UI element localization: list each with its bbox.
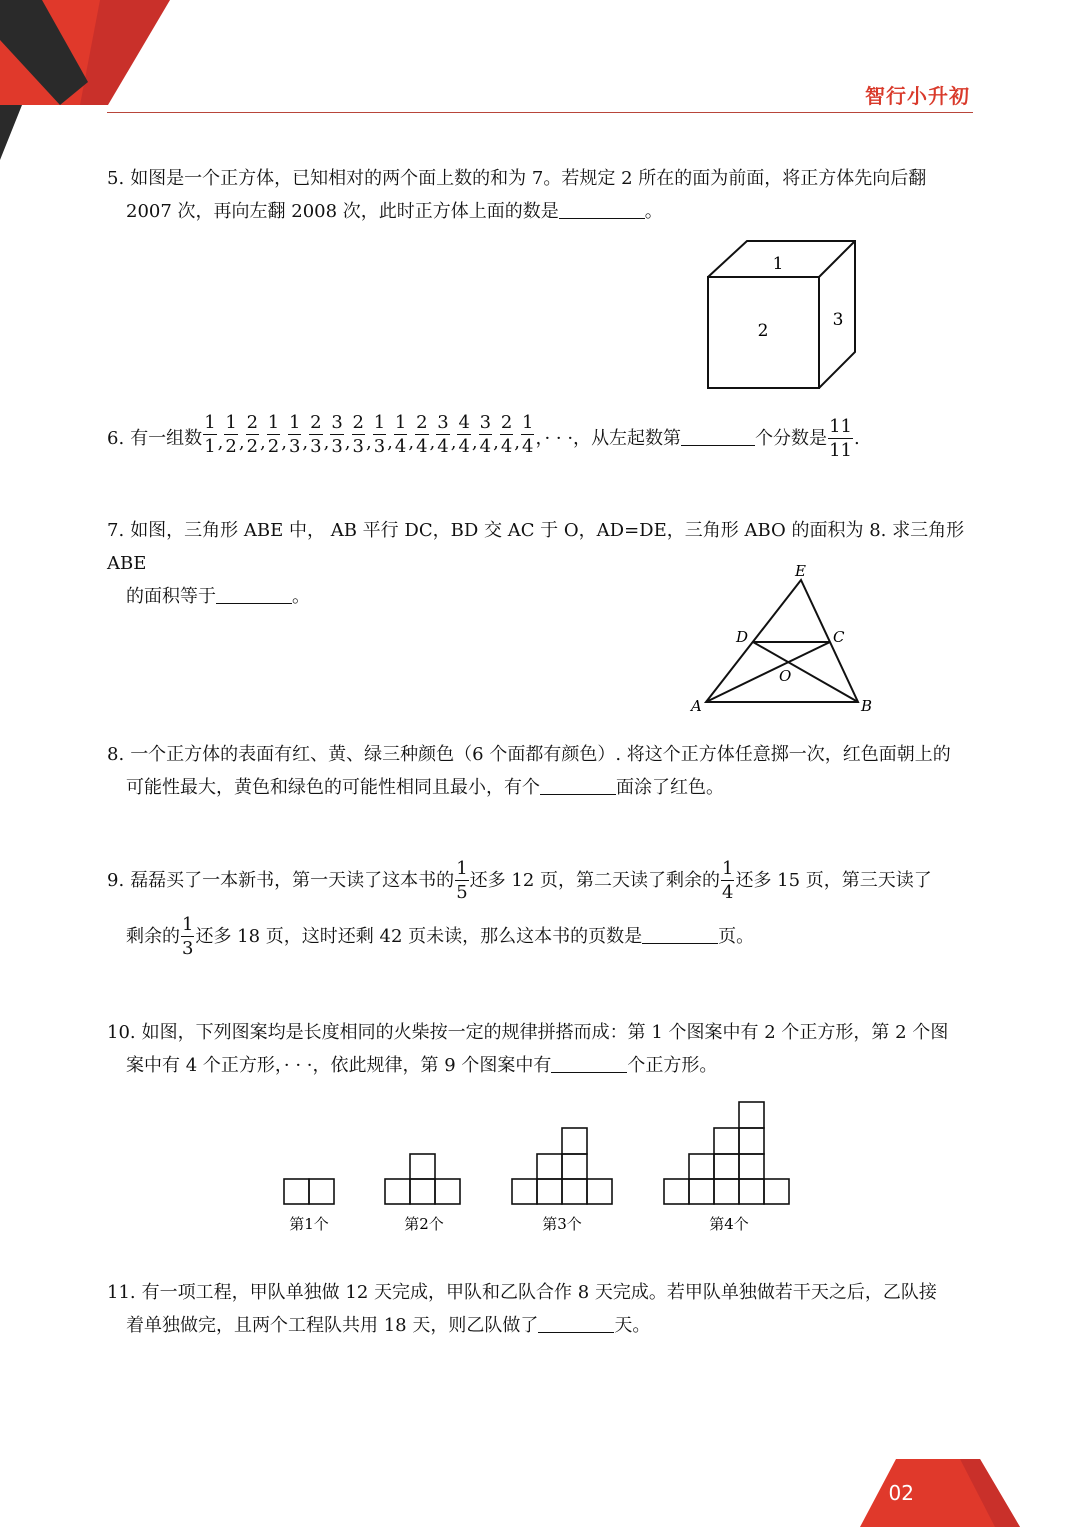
question-number: 5. xyxy=(107,168,125,189)
separator: , xyxy=(217,432,224,453)
cube-diagram xyxy=(700,236,865,394)
separator: , xyxy=(514,432,520,453)
question-number: 8. xyxy=(107,744,125,765)
header-rule xyxy=(107,112,973,113)
separator: , xyxy=(302,432,309,453)
fraction: $\frac{1}{2}$ xyxy=(225,412,237,457)
answer-blank[interactable] xyxy=(559,196,645,219)
question-text: 还多 12 页，第二天读了剩余的 xyxy=(469,870,720,891)
question-5 xyxy=(107,162,973,228)
fraction: $\frac{3}{4}$ xyxy=(437,412,449,457)
question-text: 如图，下列图案均是长度相同的火柴按一定的规律拼搭而成：第 1 个图案中有 2 个正方形，第 2 个图 xyxy=(141,1022,949,1043)
fraction: $\frac{4}{4}$ xyxy=(458,412,470,457)
pattern-2-caption: 第2个 xyxy=(404,1215,444,1233)
question-text: 可能性最大，黄色和绿色的可能性相同且最小，有个 xyxy=(126,777,540,798)
separator: , xyxy=(450,432,457,453)
triangle-diagram xyxy=(688,562,878,720)
question-text: 。 xyxy=(644,201,663,222)
point-o-label: O xyxy=(779,667,792,685)
separator: , xyxy=(493,432,499,453)
fraction: $\frac{3}{4}$ xyxy=(479,412,492,457)
separator: , xyxy=(365,432,372,453)
answer-blank[interactable] xyxy=(681,423,755,446)
question-text: 如图是一个正方体，已知相对的两个面上数的和为 7。若规定 2 所在的面为前面，将正方体先向后翻 xyxy=(130,168,927,189)
cube-top-label: 1 xyxy=(772,254,784,274)
question-6 xyxy=(107,410,973,468)
question-text: 的面积等于 xyxy=(126,586,216,607)
question-text: 个分数是 xyxy=(755,428,828,449)
separator: , xyxy=(260,432,266,453)
point-c-label: C xyxy=(833,628,845,646)
pattern-3-caption: 第3个 xyxy=(542,1215,582,1233)
fraction-sequence xyxy=(202,410,535,468)
question-text: 。 xyxy=(292,586,310,607)
cube-front-label: 2 xyxy=(757,321,769,341)
fraction: $\frac{2}{3}$ xyxy=(310,412,322,457)
fraction: $\frac{1}{4}$ xyxy=(394,412,407,457)
point-b-label: B xyxy=(861,697,873,715)
question-number: 6. xyxy=(107,428,125,449)
question-text: 2007 次，再向左翻 2008 次，此时正方体上面的数是 xyxy=(126,201,559,222)
question-number: 9. xyxy=(107,870,125,891)
question-text: 天。 xyxy=(614,1315,651,1336)
separator: , xyxy=(429,432,436,453)
separator: , xyxy=(238,432,245,453)
page-corner-decoration xyxy=(860,1459,1020,1527)
fraction-one-fifth: $\frac{1}{5}$ xyxy=(456,858,468,903)
question-number: 10. xyxy=(107,1022,136,1043)
separator: , xyxy=(323,432,330,453)
matchstick-patterns xyxy=(270,1095,810,1240)
corner-decoration xyxy=(0,0,170,165)
question-number: 7. xyxy=(107,520,125,541)
question-text: 着单独做完，且两个工程队共用 18 天，则乙队做了 xyxy=(126,1315,539,1336)
question-text: 还多 18 页，这时还剩 42 页未读，那么这本书的页数是 xyxy=(195,926,643,947)
question-number: 11. xyxy=(107,1282,136,1303)
question-text: 有一组数 xyxy=(130,428,203,449)
pattern-1-caption: 第1个 xyxy=(289,1215,329,1233)
separator: , xyxy=(408,432,415,453)
cube-right-label: 3 xyxy=(832,310,844,330)
pattern-4-caption: 第4个 xyxy=(709,1215,749,1233)
fraction: $\frac{3}{3}$ xyxy=(331,412,343,457)
question-text: 磊磊买了一本新书，第一天读了这本书的 xyxy=(130,870,455,891)
question-text: 有一项工程，甲队单独做 12 天完成，甲队和乙队合作 8 天完成。若甲队单独做若干天之后，乙队接 xyxy=(141,1282,937,1303)
answer-blank[interactable] xyxy=(540,772,616,795)
fraction: $\frac{1}{3}$ xyxy=(288,412,301,457)
question-text: 如图，三角形 ABE 中， AB 平行 DC，BD 交 AC 于 O，AD=DE，三角形 ABO 的面积为 8. 求三角形 ABE xyxy=(107,520,965,574)
target-fraction: $\frac{11}{11}$ xyxy=(829,416,852,461)
question-text: 还多 15 页，第三天读了 xyxy=(735,870,932,891)
separator: , xyxy=(344,432,351,453)
ellipsis: ，· · ·， xyxy=(535,428,592,449)
fraction: $\frac{1}{1}$ xyxy=(204,412,216,457)
fraction: $\frac{2}{4}$ xyxy=(416,412,428,457)
point-d-label: D xyxy=(736,628,749,646)
fraction-one-third: $\frac{1}{3}$ xyxy=(182,914,194,959)
fraction: $\frac{2}{3}$ xyxy=(352,412,364,457)
fraction-one-fourth: $\frac{1}{4}$ xyxy=(722,858,734,903)
answer-blank[interactable] xyxy=(216,581,292,604)
question-11 xyxy=(107,1276,973,1342)
fraction: $\frac{1}{3}$ xyxy=(373,412,386,457)
period: . xyxy=(853,428,860,449)
answer-blank[interactable] xyxy=(642,921,718,944)
question-8 xyxy=(107,738,973,804)
separator: , xyxy=(281,432,287,453)
brand-title: 智行小升初 xyxy=(865,84,970,108)
page-number: 02 xyxy=(888,1481,914,1505)
separator: , xyxy=(387,432,393,453)
fraction: $\frac{1}{4}$ xyxy=(522,412,534,457)
question-text: 一个正方体的表面有红、黄、绿三种颜色（6 个面都有颜色）. 将这个正方体任意掷一次，红色面朝上的 xyxy=(130,744,951,765)
point-a-label: A xyxy=(691,697,702,715)
question-text: 个正方形。 xyxy=(627,1055,718,1076)
question-text: 案中有 4 个正方形，· · ·，依此规律，第 9 个图案中有 xyxy=(126,1055,552,1076)
question-10 xyxy=(107,1016,973,1082)
answer-blank[interactable] xyxy=(538,1310,614,1333)
point-e-label: E xyxy=(795,562,806,580)
question-text: 面涂了红色。 xyxy=(616,777,724,798)
separator: , xyxy=(471,432,478,453)
fraction: $\frac{2}{4}$ xyxy=(500,412,513,457)
fraction: $\frac{1}{2}$ xyxy=(267,412,280,457)
question-text: 剩余的 xyxy=(126,926,180,947)
fraction: $\frac{2}{2}$ xyxy=(246,412,259,457)
answer-blank[interactable] xyxy=(551,1050,627,1073)
question-text: 从左起数第 xyxy=(591,428,682,449)
question-9 xyxy=(107,855,973,963)
question-text: 页。 xyxy=(718,926,755,947)
